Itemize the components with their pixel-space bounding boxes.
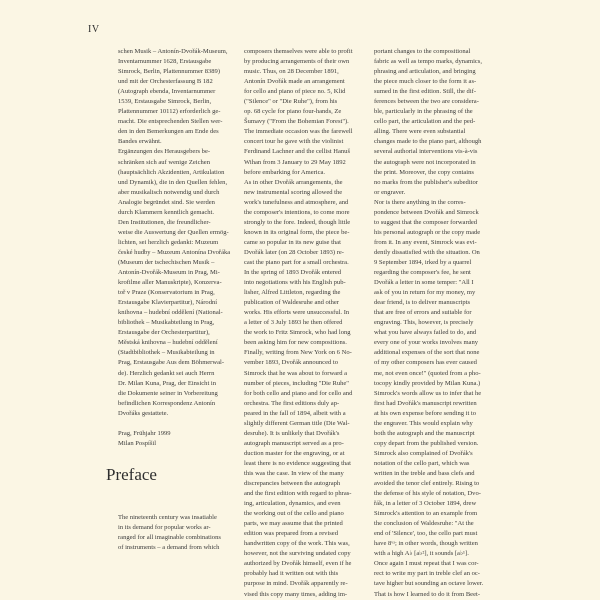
text-line: de). Herzlich gedankt sei auch Herrn	[118, 369, 215, 377]
text-line: the composer's intentions, to come more	[244, 208, 350, 216]
text-line: came so popular in its new guise that	[244, 238, 341, 246]
text-line: Antonín Dvořák made an arrangement	[244, 78, 345, 86]
text-line: from it. In any event, Simrock was evi-	[374, 238, 477, 246]
text-line: into negotiations with his English pub-	[244, 279, 346, 287]
text-line: the piece much closer to the form it as-	[374, 78, 477, 86]
text-line: for both cello and piano and for cello and	[244, 389, 353, 397]
text-line: Wihan from 3 January to 29 May 1892	[244, 158, 346, 166]
text-line: the defense of his style of notation, Dvo-	[374, 490, 481, 498]
text-line: vember 1893, Dvořák announced to	[244, 359, 338, 367]
text-line: fabric as well as tempo marks, dynamics,	[374, 58, 482, 66]
text-line: ("Silence" or "Die Ruhe"), from his	[244, 98, 338, 106]
text-line: (Autograph ebenda, Inventarnummer	[118, 88, 216, 96]
text-line: the autograph were not incorporated in	[374, 158, 476, 166]
text-line: copy depart from the published version.	[374, 439, 479, 447]
text-line: composers themselves were able to profit	[244, 48, 353, 55]
text-line: sumed in the first edition. Still, the dif-	[374, 88, 477, 96]
text-line: Šumavy ("From the Bohemian Forest").	[244, 118, 349, 126]
text-line: probably had it written out with this	[244, 570, 339, 578]
text-line: avoided the tenor clef entirely. Rising to	[374, 480, 480, 488]
text-line: notation of the cello part, which was	[374, 459, 470, 467]
text-column-2	[244, 47, 367, 600]
text-line: Simrock also complained of Dvořák's	[374, 449, 473, 457]
text-line: vised this copy many times, adding im-	[244, 590, 348, 598]
text-line: this was the case. In view of the many	[244, 469, 344, 477]
text-line: pondence between Dvořák and Simrock	[374, 208, 479, 216]
text-line: Simrock that he was about to forward a	[244, 369, 348, 377]
text-line: the engraver. This would explain why	[374, 419, 473, 427]
text-line: Inventarnummer 1628, Erstausgabe	[118, 58, 212, 66]
text-line: the working out of the cello and piano	[244, 510, 344, 518]
text-column-3	[374, 47, 500, 600]
text-line: engraving. This, however, is precisely	[374, 319, 474, 327]
text-line: works. His efforts were unsuccessful. In	[244, 309, 350, 317]
text-line: Erstausgabe der Orchesterpartitur),	[118, 329, 210, 337]
text-line: bibliothek – Musikabteilung in Prag,	[118, 319, 215, 327]
text-line: slightly different German title (Die Wal-	[244, 419, 350, 427]
text-line: Dr. Milan Kuna, Prag, der Einsicht in	[118, 379, 217, 387]
text-line: Dvořák later (on 28 October 1893) re-	[244, 248, 344, 256]
text-line: peared in the fall of 1894, albeit with a	[244, 409, 346, 417]
text-line: or engraver.	[374, 188, 406, 196]
text-line: duction master for the engraving, or at	[244, 449, 345, 457]
text-line: cast the piano part for a small orchestra.	[244, 258, 349, 266]
text-line: Ferdinand Lachner and the cellist Hanuš	[244, 148, 350, 156]
text-line: work's tunefulness and atmosphere, and	[244, 198, 349, 206]
text-line: Milan Pospíšil	[118, 439, 157, 447]
text-line: Dvořáks gestattete.	[118, 409, 169, 417]
text-line: macht. Die entsprechenden Stellen wer-	[118, 118, 223, 126]
text-line: least there is no evidence suggesting that	[244, 459, 351, 467]
text-line: by producing arrangements of their own	[244, 58, 350, 66]
text-line: Analogie begründet sind. Sie werden	[118, 198, 215, 206]
text-line: been asking him for new compositions.	[244, 339, 347, 347]
text-line: the conclusion of Waldesruhe: "At the	[374, 520, 474, 528]
text-line: Prag, Frühjahr 1999	[118, 429, 171, 437]
text-line: befindlichen Korrespondenz Antonín	[118, 399, 216, 407]
text-line: with a high A♭ [a♭²], it sounds [a♭¹].	[374, 550, 469, 558]
text-line: tocopy kindly provided by Milan Kuna.)	[374, 379, 481, 387]
text-line: und Dynamik), die in den Quellen fehlen,	[118, 178, 228, 186]
text-line: cello part, the articulation and the ped-	[374, 118, 476, 126]
text-line: before embarking for America.	[244, 168, 326, 176]
text-line: strongly to the fore. Indeed, though little	[244, 218, 351, 226]
text-line: in its demand for popular works ar-	[118, 523, 211, 531]
text-line: schen Musik – Antonín-Dvořák-Museum,	[118, 48, 228, 55]
text-line: české hudby – Muzeum Antonína Dvořáka	[118, 248, 231, 256]
text-line: first had Dvořák's manuscript rewritten	[374, 399, 477, 407]
text-line: no marks from the publisher's subeditor	[374, 178, 478, 186]
text-line: toř v Praze (Konservatorium in Prag,	[118, 289, 215, 297]
text-line: and the first edition with regard to phras-	[244, 490, 352, 498]
text-line: aber musikalisch notwendig und durch	[118, 188, 220, 196]
text-line: tave higher but sounding an octave lower.	[374, 580, 484, 588]
text-line: at his own expense before sending it to	[374, 409, 476, 417]
text-line: autograph manuscript served as a pro-	[244, 439, 344, 447]
text-line: number of pieces, including "Die Ruhe"	[244, 379, 349, 387]
text-line: changes made to the piano part, although	[374, 138, 482, 146]
text-line: new instrumental scoring allowed the	[244, 188, 343, 196]
text-line: Nor is there anything in the corres-	[374, 198, 466, 206]
text-line: Bandes erwähnt.	[118, 138, 162, 146]
text-line: several authorial interventions vis-à-vis	[374, 148, 478, 156]
text-line: krofilme aller Manuskripte), Konzerva-	[118, 279, 222, 287]
text-line: ble, particularly in the phrasing of the	[374, 108, 473, 116]
text-line: to suggest that the composer forwarded	[374, 218, 478, 226]
text-line: knihovna – hudební oddělení (National-	[118, 309, 223, 317]
text-line: end of 'Silence', too, the cello part must	[374, 530, 478, 538]
text-line: Finally, writing from New York on 6 No-	[244, 349, 352, 357]
text-line: Den Institutionen, die freundlicher-	[118, 218, 211, 226]
text-line: ask of you in return for my money, my	[374, 289, 476, 297]
text-line: me, not even once!" (quoted from a pho-	[374, 369, 481, 377]
page-number: IV	[88, 24, 100, 35]
text-line: Prag, Erstausgabe Aus dem Böhmerwal-	[118, 359, 224, 367]
text-line: written in the treble and bass clefs and	[374, 469, 475, 477]
text-line: Ergänzungen des Herausgebers be-	[118, 148, 211, 156]
text-line: Dvořák a letter in some temper: "All I	[374, 279, 474, 287]
text-line: the print. Moreover, the copy contains	[374, 168, 474, 176]
text-line: Městská knihovna – hudební oddělení	[118, 339, 218, 347]
text-line: die Dokumente seiner in Vorbereitung	[118, 389, 218, 397]
text-line: und mit der Orchesterfassung B 182	[118, 78, 213, 86]
text-column-1	[106, 47, 238, 553]
text-line: a letter of 3 July 1893 he then offered	[244, 319, 343, 327]
text-line: (Stadtbibliothek – Musikabteilung in	[118, 349, 215, 357]
text-line: Once again I must repeat that I was cor-	[374, 560, 479, 568]
text-line: (Museum der tschechischen Musik –	[118, 258, 215, 266]
text-line: publication of Waldesruhe and other	[244, 299, 339, 307]
text-line: phrasing and articulation, and bringing	[374, 68, 476, 76]
text-line: what you have always failed to do, and	[374, 329, 477, 337]
text-line: Plattennummer 10112) erforderlich ge-	[118, 108, 221, 116]
text-line: orchestra. The first editions duly ap-	[244, 399, 340, 407]
text-line: known in its original form, the piece be-	[244, 228, 350, 236]
text-line: ferences between the two are considera-	[374, 98, 479, 106]
text-line: (hauptsächlich Akzidentien, Artikulation	[118, 168, 225, 176]
text-line: additional expenses of the sort that none	[374, 349, 480, 357]
text-line: In the spring of 1893 Dvořák entered	[244, 269, 342, 277]
text-line: concert tour he gave with the violinist	[244, 138, 344, 146]
paragraph-gap	[118, 419, 238, 429]
text-line: ing, articulation, dynamics, and even	[244, 500, 341, 508]
text-line: his personal autograph or the copy made	[374, 228, 481, 236]
text-line: handwritten copy of the work. This was,	[244, 540, 350, 548]
text-line: rect to write my part in treble clef an oc-	[374, 570, 480, 578]
text-line: of instruments – a demand from which	[118, 543, 220, 551]
text-line: of my other composers has ever caused	[374, 359, 477, 367]
text-line: edition was prepared from a revised	[244, 530, 338, 538]
text-line: dear friend, is to deliver manuscripts	[374, 299, 470, 307]
text-line: Erstausgabe Klavierpartitur), Národní	[118, 299, 218, 307]
text-line: the work to Fritz Simrock, who had long	[244, 329, 351, 337]
text-line: purpose in mind. Dvořák apparently re-	[244, 580, 348, 588]
text-line: portant changes to the compositional	[374, 48, 471, 55]
text-line: discrepancies between the autograph	[244, 480, 341, 488]
text-line: 9 September 1894, irked by a quarrel	[374, 258, 472, 266]
text-line: Simrock, Berlin, Plattennummer 8389)	[118, 68, 221, 76]
text-line: Simrock's attention to an example from	[374, 510, 478, 518]
text-line: Antonín-Dvořák-Museum in Prag, Mi-	[118, 269, 220, 277]
text-line: however, not the surviving undated copy	[244, 550, 351, 558]
text-line: řák, in a letter of 3 October 1894, drew	[374, 500, 477, 508]
text-line: schränken sich auf wenige Zeichen	[118, 158, 210, 166]
text-line: Simrock's words allow us to infer that he	[374, 389, 482, 397]
text-line: every one of your works involves many	[374, 339, 478, 347]
text-line: regarding the composer's fee, he sent	[374, 269, 471, 277]
text-line: desruhe). It is unlikely that Dvořák's	[244, 429, 340, 437]
text-line: den in den Bemerkungen am Ende des	[118, 128, 219, 136]
preface-heading: Preface	[106, 464, 157, 484]
text-line: alling. There were even substantial	[374, 128, 466, 136]
text-line: op. 68 cycle for piano four-hands, Ze	[244, 108, 342, 116]
text-line: for cello and piano of piece no. 5, Klid	[244, 88, 346, 96]
text-line: durch Klammern kenntlich gemacht.	[118, 208, 214, 216]
text-line: The nineteenth century was insatiable	[118, 513, 217, 521]
text-line: lisher, Alfred Littleton, regarding the	[244, 289, 341, 297]
text-line: dently dissatisfied with the situation. On	[374, 248, 480, 256]
text-line: ranged for all imaginable combinations	[118, 533, 221, 541]
text-line: lichten, sei herzlich gedankt: Muzeum	[118, 238, 219, 246]
text-line: weise die Auswertung der Quellen ermög-	[118, 228, 229, 236]
text-line: The immediate occasion was the farewell	[244, 128, 353, 136]
text-line: As in other Dvořák arrangements, the	[244, 178, 343, 186]
text-line: That is how I learned to do it from Beet-	[374, 590, 480, 598]
text-line: that are free of errors and suitable for	[374, 309, 472, 317]
text-line: parts, we may assume that the printed	[244, 520, 343, 528]
text-line: authorized by Dvořák himself, even if he	[244, 560, 352, 568]
text-line: both the autograph and the manuscript	[374, 429, 475, 437]
text-line: have 8ᵛᵃ; in other words, though written	[374, 540, 478, 548]
text-line: music. Thus, on 28 December 1891,	[244, 68, 339, 76]
text-line: 1539, Erstausgabe Simrock, Berlin,	[118, 98, 212, 106]
